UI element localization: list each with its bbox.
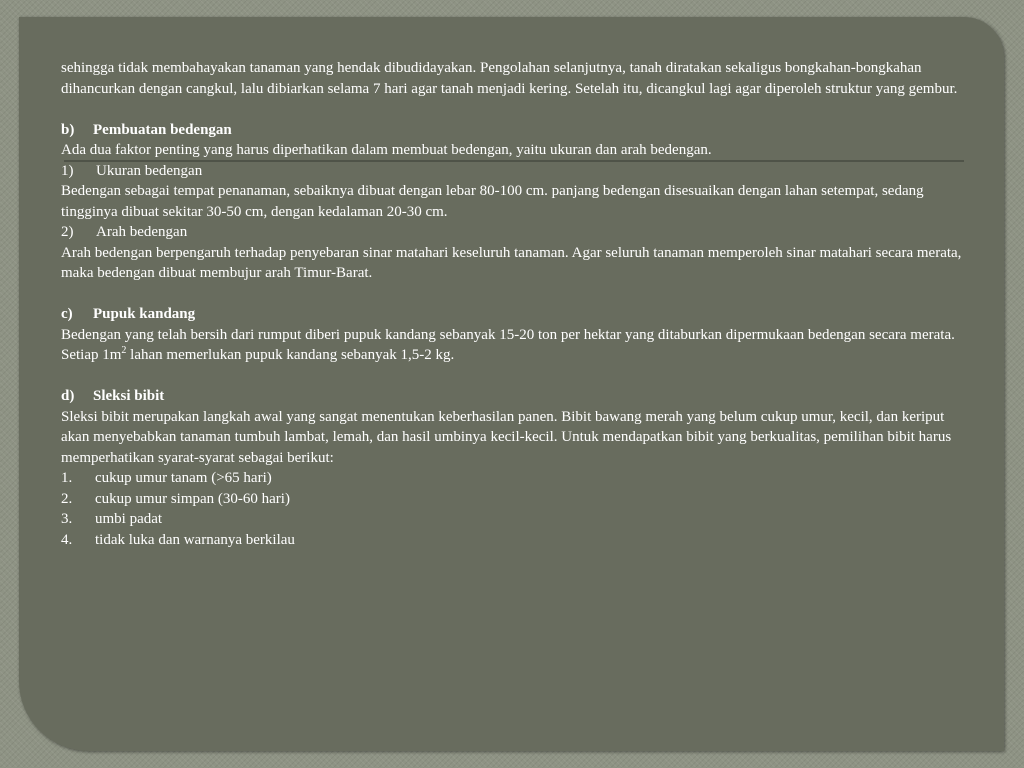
section-c-marker: c) [61, 306, 73, 322]
section-b-text: Ada dua faktor penting yang harus diperhatikan dalam membuat bedengan, yaitu ukuran dan arah bedengan. [61, 142, 712, 158]
list-text: cukup umur simpan (30-60 hari) [95, 490, 290, 507]
subsection-title: Ukuran bedengan [96, 162, 203, 179]
section-c-title: Pupuk kandang [93, 306, 196, 322]
subsection-number: 1) [61, 162, 74, 179]
list-item [61, 530, 966, 551]
section-c-text-end: lahan memerlukan pupuk kandang sebanyak 1,5-2 kg. [126, 347, 455, 363]
subsection-title: Arah bedengan [96, 224, 188, 240]
slide-content [61, 58, 966, 550]
section-d-marker: d) [61, 388, 75, 404]
subsection-ukuran [61, 161, 966, 182]
subsection-text: Arah bedengan berpengaruh terhadap penyebaran sinar matahari keseluruh tanaman. Agar seluruh tanaman memperoleh sinar matahari secara merata, maka bedengan dibuat membujur arah Timur-Barat. [61, 244, 962, 281]
list-item [61, 489, 966, 510]
list-item [61, 509, 966, 530]
section-d-title: Sleksi bibit [93, 388, 165, 404]
subsection-number: 2) [61, 224, 74, 240]
list-number: 3. [61, 511, 73, 527]
list-number: 2. [61, 490, 73, 507]
section-c-heading [61, 304, 966, 325]
heading-divider [64, 160, 964, 162]
section-c-text [61, 325, 966, 366]
intro-paragraph: sehingga tidak membahayakan tanaman yang hendak dibudidayakan. Pengolahan selanjutnya, tanah diratakan sekaligus bongkahan-bongkahan dihancurkan dengan cangkul, lalu dibiarkan selama 7 hari agar tanah menjadi kering. Setelah itu, dicangkul lagi agar diperoleh struktur yang gembur. [61, 60, 958, 97]
superscript: 2 [121, 345, 127, 356]
subsection-text: Bedengan sebagai tempat penanaman, sebaiknya dibuat dengan lebar 80-100 cm. panjang bedengan disesuaikan dengan lahan setempat, sedang tingginya dibuat sekitar 30-50 cm, dengan kedalaman 20-30 cm. [61, 183, 924, 220]
subsection-arah [61, 222, 966, 243]
section-b-heading [61, 120, 966, 141]
list-text: umbi padat [95, 511, 163, 527]
list-text: tidak luka dan warnanya berkilau [95, 531, 295, 548]
list-text: cukup umur tanam (>65 hari) [95, 470, 272, 486]
section-d-heading [61, 386, 966, 407]
list-number: 1. [61, 470, 73, 486]
list-item [61, 468, 966, 489]
list-number: 4. [61, 531, 73, 548]
section-c-text-main: Bedengan yang telah bersih dari rumput diberi pupuk kandang sebanyak 15-20 ton per hektar yang ditaburkan dipermukaan bedengan secara merata. Setiap 1m [61, 326, 955, 363]
section-b-marker: b) [61, 121, 75, 138]
section-b-title: Pembuatan bedengan [93, 121, 232, 138]
section-d-text: Sleksi bibit merupakan langkah awal yang sangat menentukan keberhasilan panen. Bibit bawang merah yang belum cukup umur, kecil, dan keriput akan menyebabkan tanaman tumbuh lambat, lemah, dan hasil umbinya kecil-kecil. Untuk mendapatkan bibit yang berkualitas, pemilihan bibit harus memperhatikan syarat-syarat sebagai berikut: [61, 408, 952, 466]
